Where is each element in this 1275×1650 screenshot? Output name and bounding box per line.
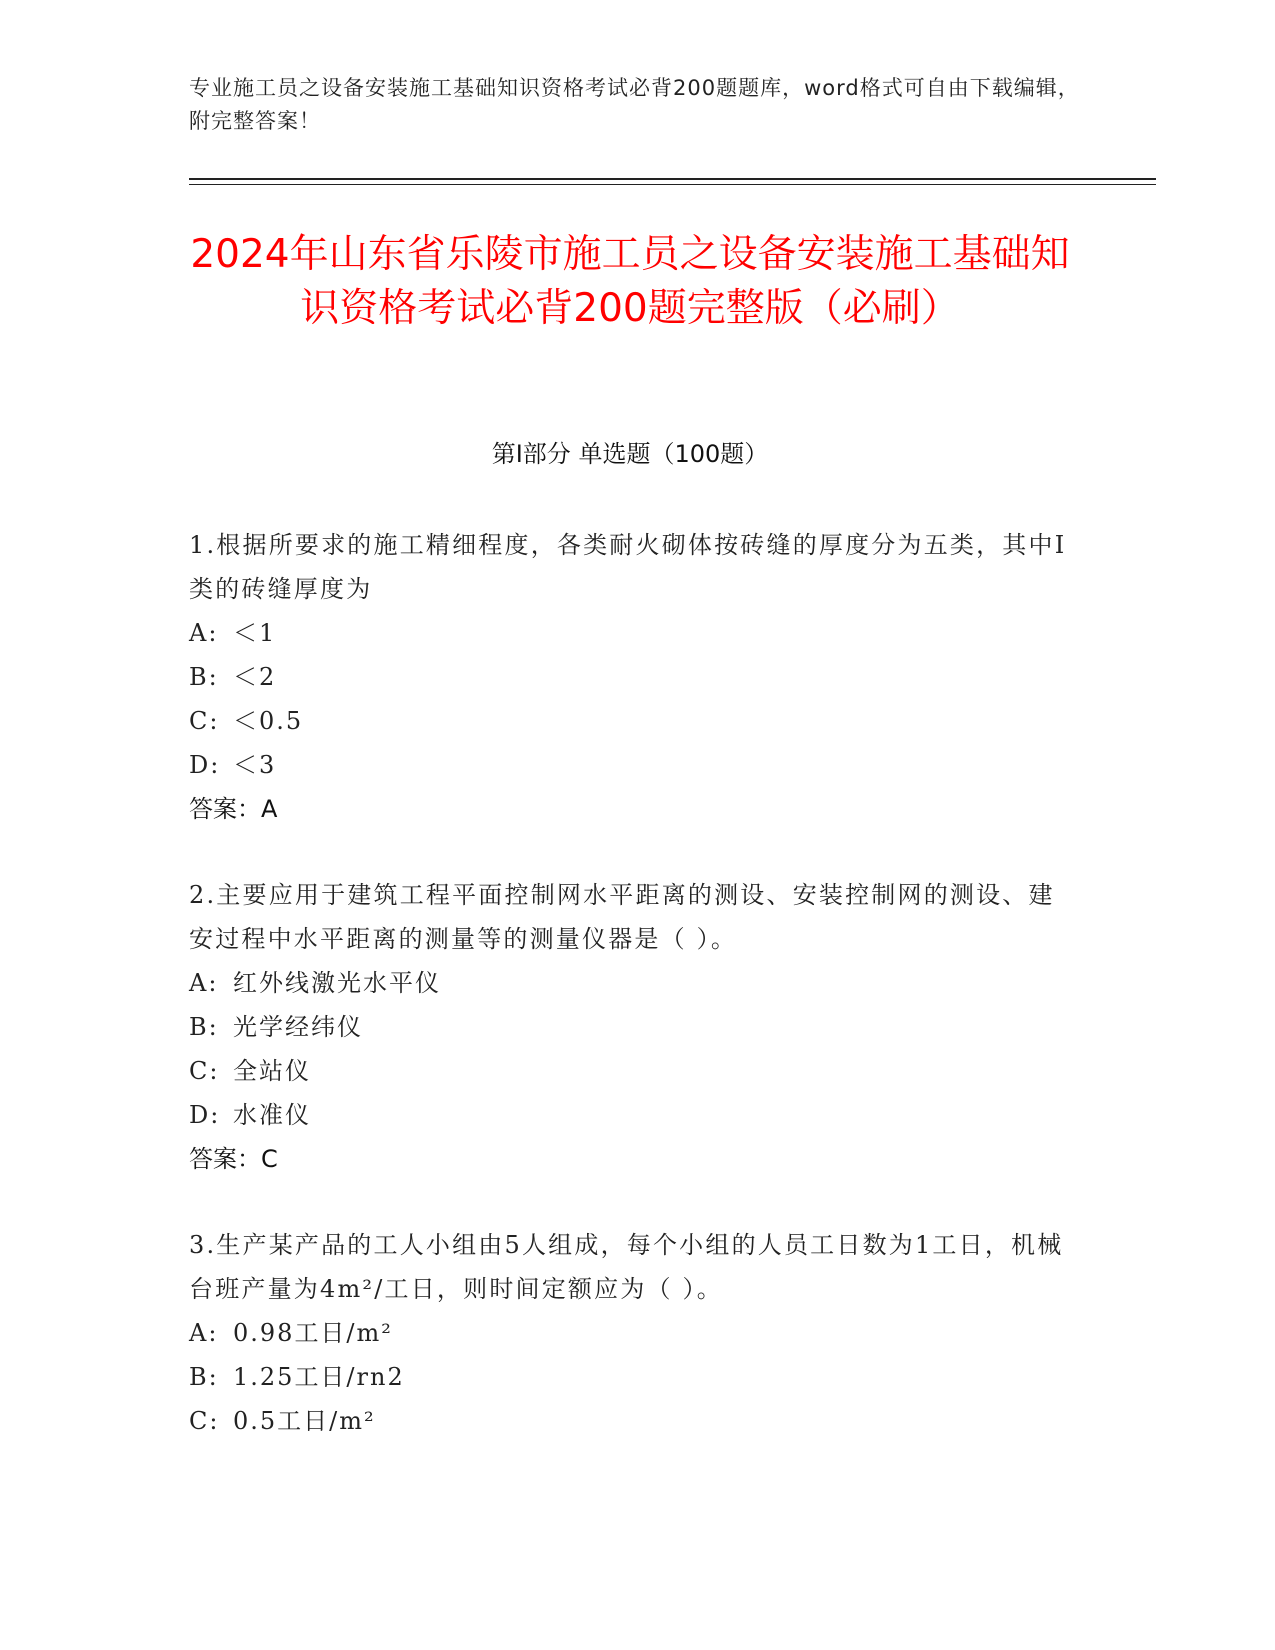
question-1: [189, 523, 1069, 831]
answer-label: 答案：: [189, 795, 261, 823]
option-b: [189, 1355, 1069, 1399]
answer-value: A: [261, 795, 278, 823]
option-a: [189, 611, 1069, 655]
option-key: C:: [189, 707, 220, 735]
option-text: 红外线激光水平仪: [233, 969, 441, 997]
option-text: 0.5工日/m²: [233, 1407, 376, 1435]
question-list: [189, 523, 1069, 1485]
option-text: 0.98工日/m²: [233, 1319, 393, 1347]
question-stem: 3.生产某产品的工人小组由5人组成，每个小组的人员工日数为1工日，机械台班产量为4m²/工日，则时间定额应为（ ）。: [189, 1231, 1064, 1303]
option-a: [189, 1311, 1069, 1355]
option-c: [189, 699, 1069, 743]
option-key: A:: [189, 1319, 219, 1347]
question-stem: 1.根据所要求的施工精细程度，各类耐火砌体按砖缝的厚度分为五类，其中Ⅰ类的砖缝厚度为: [189, 531, 1067, 603]
option-text: 1.25工日/rn2: [233, 1363, 405, 1391]
option-d: [189, 743, 1069, 787]
option-key: D:: [189, 1101, 221, 1129]
question-3: [189, 1223, 1069, 1443]
option-text: 全站仪: [233, 1057, 311, 1085]
option-key: C:: [189, 1057, 220, 1085]
answer-label: 答案：: [189, 1145, 261, 1173]
option-text: ＜0.5: [233, 707, 304, 735]
option-key: A:: [189, 969, 219, 997]
header-divider-thin: [189, 184, 1156, 185]
option-text: 水准仪: [233, 1101, 311, 1129]
option-b: [189, 1005, 1069, 1049]
option-text: ＜1: [233, 619, 277, 647]
option-key: D:: [189, 751, 221, 779]
option-d: [189, 1093, 1069, 1137]
header-note: 专业施工员之设备安装施工基础知识资格考试必背200题题库，word格式可自由下载编辑，附完整答案！: [189, 76, 1080, 133]
option-text: 光学经纬仪: [233, 1013, 363, 1041]
option-key: B:: [189, 1363, 219, 1391]
question-2: [189, 873, 1069, 1181]
document-title: 2024年山东省乐陵市施工员之设备安装施工基础知识资格考试必背200题完整版（必刷）: [190, 232, 1070, 331]
answer-line: [189, 787, 1069, 831]
question-stem: 2.主要应用于建筑工程平面控制网水平距离的测设、安装控制网的测设、建安过程中水平距离的测量等的测量仪器是（ ）。: [189, 881, 1055, 953]
header-divider-thick: [189, 178, 1156, 180]
option-text: ＜2: [233, 663, 277, 691]
section-heading: 第Ⅰ部分 单选题（100题）: [491, 440, 769, 468]
option-a: [189, 961, 1069, 1005]
option-c: [189, 1399, 1069, 1443]
option-b: [189, 655, 1069, 699]
option-key: B:: [189, 663, 219, 691]
option-c: [189, 1049, 1069, 1093]
option-text: ＜3: [233, 751, 277, 779]
option-key: B:: [189, 1013, 219, 1041]
option-key: A:: [189, 619, 219, 647]
answer-value: C: [261, 1145, 278, 1173]
option-key: C:: [189, 1407, 220, 1435]
answer-line: [189, 1137, 1069, 1181]
